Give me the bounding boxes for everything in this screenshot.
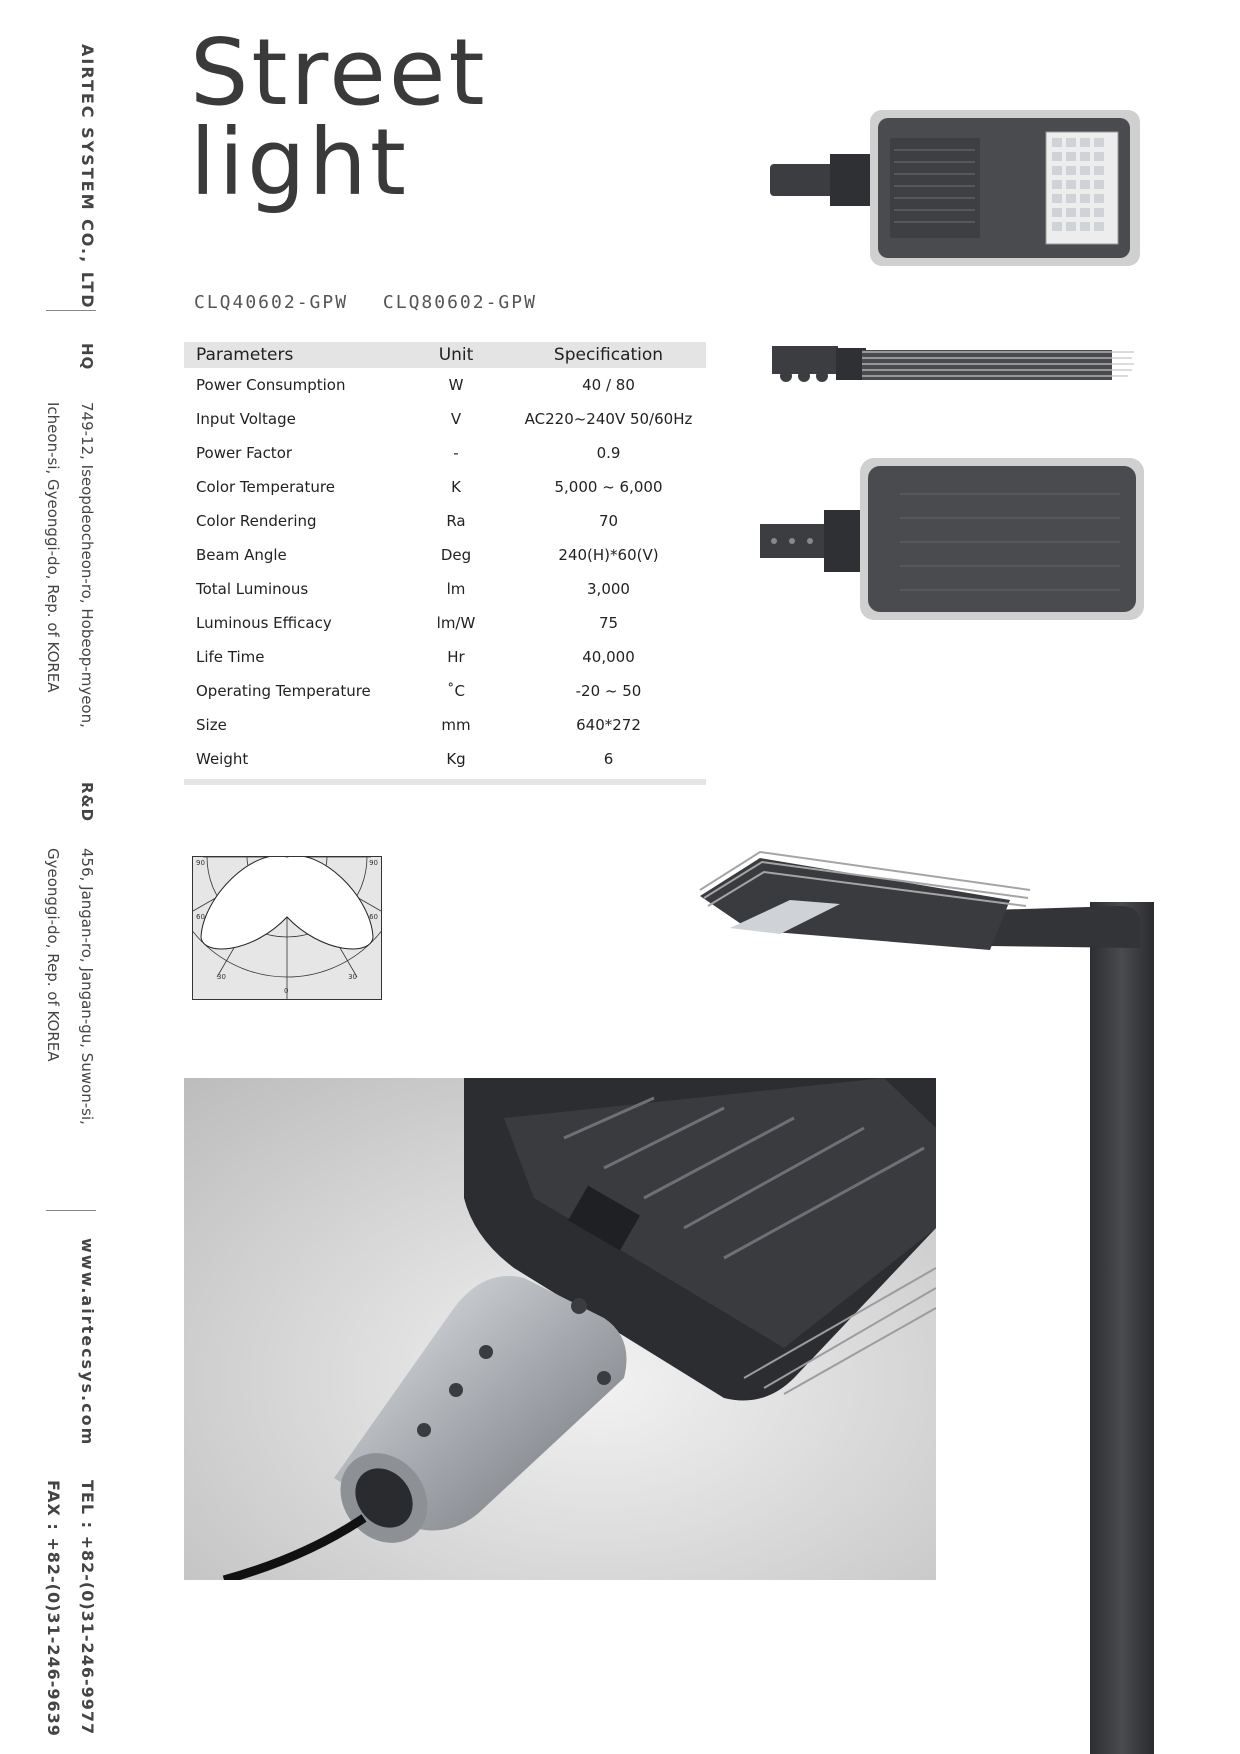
polar-label-90-left: 90 <box>196 859 205 867</box>
spec-cell: 3,000 <box>587 580 630 598</box>
unit-cell: V <box>450 410 462 428</box>
unit-cell: - <box>453 444 459 462</box>
fax: FAX : +82-(0)31-246-9639 <box>44 1480 63 1737</box>
polar-label-60-left: 60 <box>196 913 205 921</box>
spec-cell: 5,000 ~ 6,000 <box>554 478 663 496</box>
param-cell: Luminous Efficacy <box>196 614 332 632</box>
unit-cell: ˚C <box>447 682 465 700</box>
website-link[interactable]: www.airtecsys.com <box>78 1238 97 1447</box>
hq-address-line1: 749-12, Iseopdeocheon-ro, Hobeop-myeon, <box>78 402 96 728</box>
title-line2: light <box>190 109 409 216</box>
unit-cell: mm <box>441 716 471 734</box>
table-bottom-rule <box>184 779 706 785</box>
spec-table <box>184 342 706 776</box>
spec-cell: 0.9 <box>596 444 621 462</box>
polar-label-30-left: 30 <box>217 973 226 981</box>
spec-cell: AC220~240V 50/60Hz <box>524 410 693 428</box>
param-cell: Size <box>196 716 227 734</box>
rd-address-line1: 456, Jangan-ro, Jangan-gu, Suwon-si, <box>78 848 96 1125</box>
table-row <box>184 504 706 538</box>
spec-cell: 6 <box>603 750 614 768</box>
model-code: CLQ80602-GPW <box>382 292 537 313</box>
header-specification: Specification <box>511 342 706 368</box>
param-cell: Total Luminous <box>196 580 309 598</box>
hq-label: HQ <box>78 343 96 371</box>
page-title <box>190 19 488 216</box>
table-row <box>184 742 706 776</box>
spec-cell: -20 ~ 50 <box>575 682 642 700</box>
header-parameters: Parameters <box>184 342 401 368</box>
spec-cell: 70 <box>598 512 619 530</box>
table-row <box>184 538 706 572</box>
company-name: AIRTEC SYSTEM CO., LTD <box>78 44 97 310</box>
unit-cell: lm/W <box>436 614 476 632</box>
model-code: CLQ40602-GPW <box>194 292 349 313</box>
unit-cell: Kg <box>446 750 466 768</box>
table-row <box>184 640 706 674</box>
polar-label-90-right: 90 <box>369 859 378 867</box>
param-cell: Input Voltage <box>196 410 296 428</box>
table-row <box>184 572 706 606</box>
table-row <box>184 708 706 742</box>
rd-label: R&D <box>78 782 96 823</box>
table-row <box>184 606 706 640</box>
polar-label-60-right: 60 <box>369 913 378 921</box>
lamp-side-view-image <box>772 342 1142 388</box>
header-unit: Unit <box>401 342 511 368</box>
table-row <box>184 402 706 436</box>
unit-cell: Hr <box>447 648 465 666</box>
polar-label-30-right: 30 <box>348 973 357 981</box>
param-cell: Weight <box>196 750 249 768</box>
spec-cell: 40,000 <box>582 648 635 666</box>
table-row <box>184 674 706 708</box>
param-cell: Color Temperature <box>196 478 335 496</box>
param-cell: Operating Temperature <box>196 682 371 700</box>
table-row <box>184 368 706 402</box>
table-header-row <box>184 342 706 368</box>
sidebar-divider <box>46 310 96 311</box>
spec-cell: 75 <box>598 614 619 632</box>
lamp-top-view-image <box>770 110 1150 270</box>
param-cell: Power Factor <box>196 444 293 462</box>
model-codes <box>194 292 559 313</box>
unit-cell: K <box>451 478 461 496</box>
rd-address-line2: Gyeonggi-do, Rep. of KOREA <box>44 848 62 1062</box>
spec-cell: 640*272 <box>576 716 641 734</box>
param-cell: Color Rendering <box>196 512 317 530</box>
param-cell: Beam Angle <box>196 546 287 564</box>
hq-address-line2: Icheon-si, Gyeonggi-do, Rep. of KOREA <box>44 402 62 693</box>
lamp-bottom-view-image <box>760 458 1148 622</box>
unit-cell: Deg <box>440 546 472 564</box>
param-cell: Life Time <box>196 648 265 666</box>
unit-cell: lm <box>446 580 466 598</box>
unit-cell: W <box>448 376 464 394</box>
telephone: TEL : +82-(0)31-246-9977 <box>78 1480 97 1736</box>
unit-cell: Ra <box>446 512 466 530</box>
param-cell: Power Consumption <box>196 376 346 394</box>
title-line1: Street <box>190 19 488 126</box>
product-closeup-photo <box>184 1078 936 1580</box>
spec-cell: 40 / 80 <box>582 376 635 394</box>
spec-cell: 240(H)*60(V) <box>558 546 659 564</box>
table-row <box>184 436 706 470</box>
polar-distribution-diagram <box>192 856 382 1000</box>
polar-label-0: 0 <box>284 987 289 995</box>
sidebar-divider <box>46 1210 96 1211</box>
table-row <box>184 470 706 504</box>
